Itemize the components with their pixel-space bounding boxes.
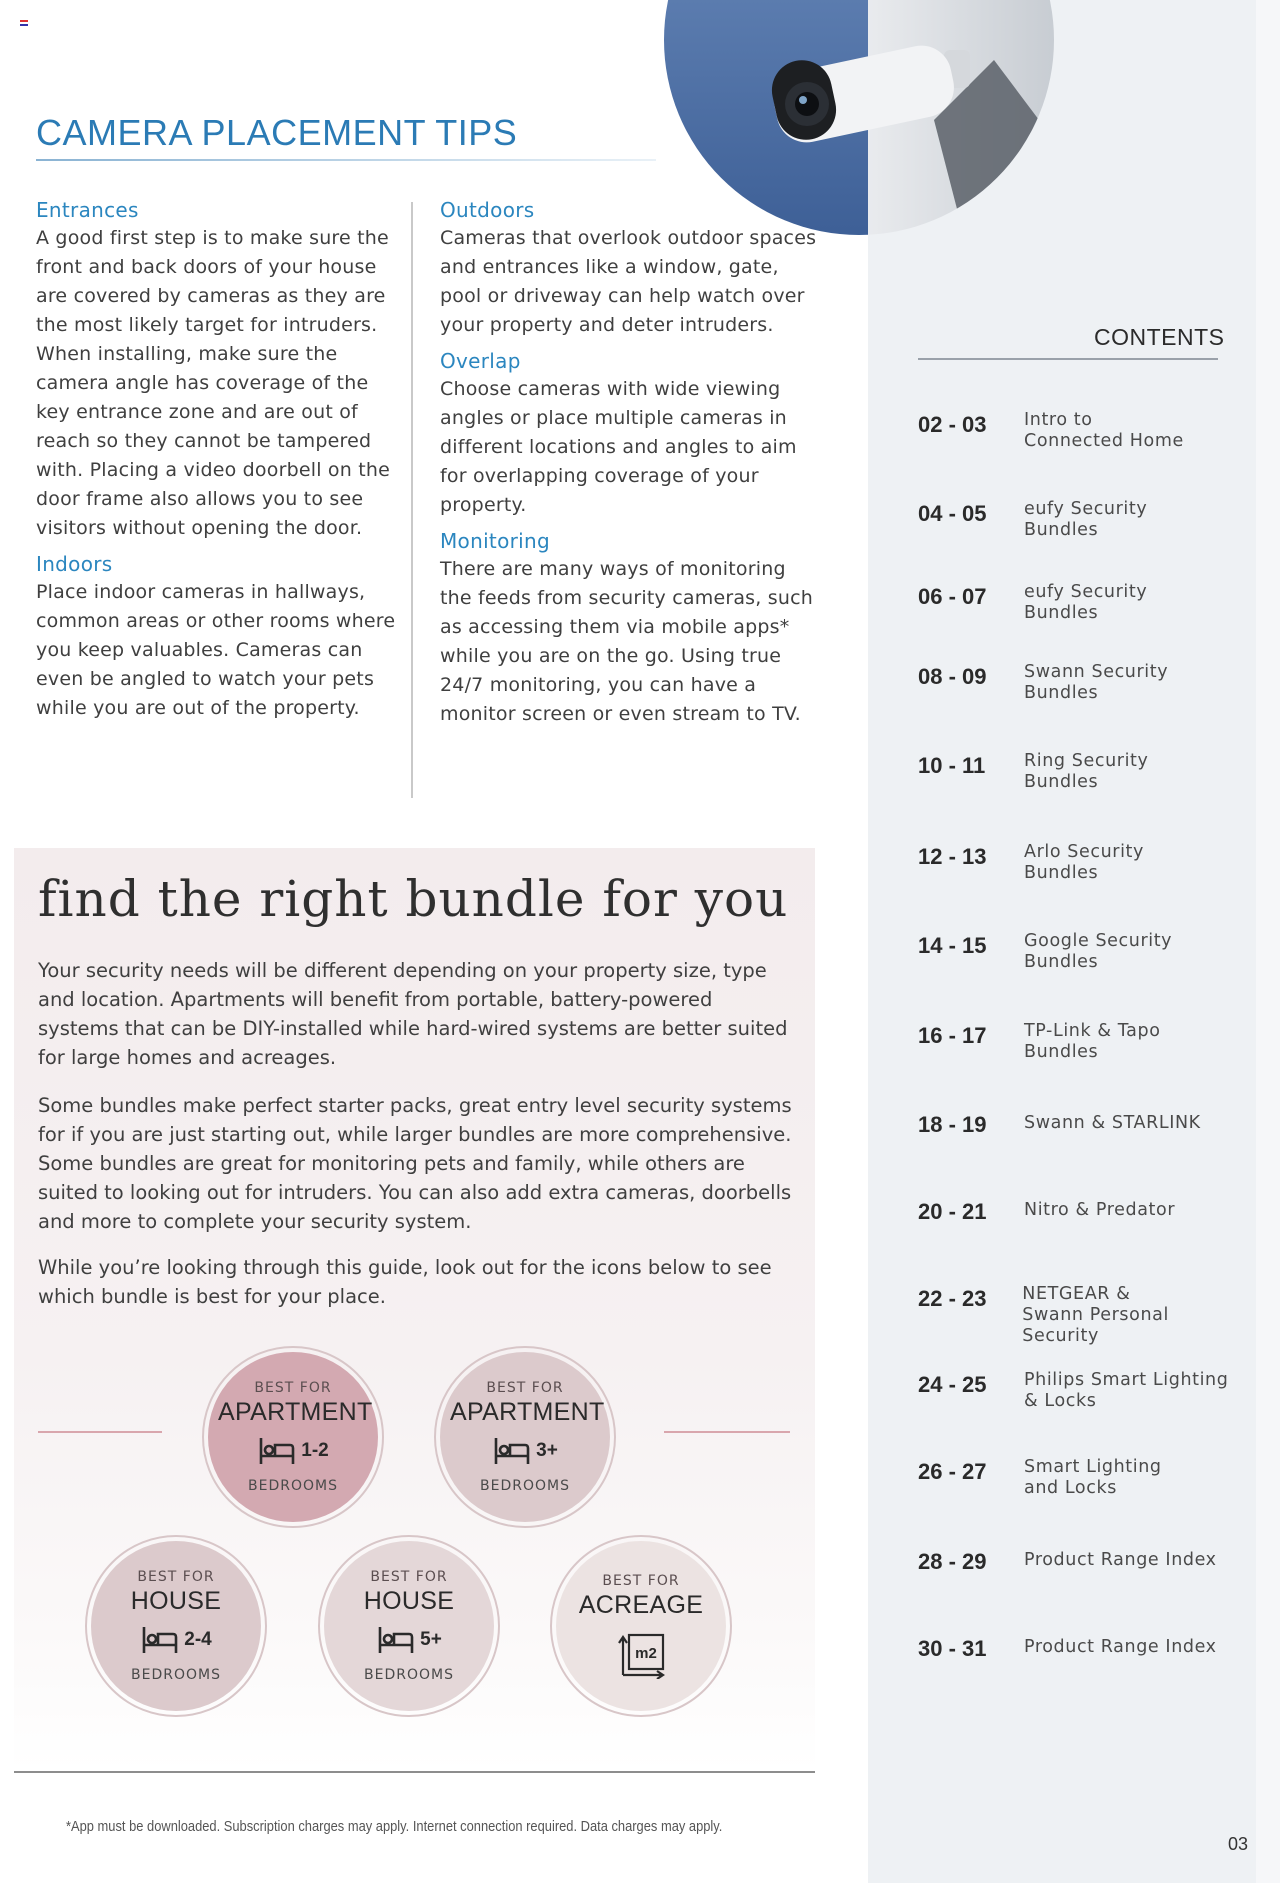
tip-body-monitoring: There are many ways of monitoring the feeds from security cameras, such as accessing them via mobile apps* while you are on the go. Using true 24/7 monitoring, you can have a monitor screen or even stream to TV. — [440, 558, 813, 725]
badge-sub: BEDROOMS — [480, 1478, 570, 1494]
badge-best-for: BEST FOR — [370, 1569, 448, 1585]
decorative-line-right — [664, 1431, 790, 1433]
toc-item[interactable] — [918, 1634, 1248, 1662]
title-divider — [36, 159, 656, 161]
section-bottom-rule — [14, 1771, 815, 1773]
toc-pages: 20 - 21 — [918, 1199, 987, 1224]
toc-pages: 04 - 05 — [918, 501, 987, 526]
tip-body-entrances: A good first step is to make sure the front and back doors of your house are covered by cameras as they are the most likely target for intruders. When installing, make sure the camera angle has coverage of the key entrance zone and are out of reach so they cannot be tampered with. Placing a video doorbell on the door frame also allows you to see visitors without opening the door. — [36, 227, 391, 539]
flag-icon — [20, 20, 28, 26]
decorative-line-left — [38, 1431, 162, 1433]
badge-sub: BEDROOMS — [248, 1478, 338, 1494]
toc-label: Google Security Bundles — [1024, 931, 1173, 972]
toc-label: eufy Security Bundles — [1024, 499, 1148, 540]
badge-best-for: BEST FOR — [254, 1380, 332, 1396]
badge-count: 5+ — [420, 1629, 442, 1650]
toc-pages: 02 - 03 — [918, 412, 987, 437]
toc-label: eufy Security Bundles — [1024, 582, 1148, 623]
toc-pages: 12 - 13 — [918, 844, 987, 869]
contents-title: CONTENTS — [1094, 324, 1225, 350]
toc-label: Swann & STARLINK — [1024, 1113, 1201, 1133]
column-divider — [411, 202, 413, 798]
toc-label: Philips Smart Lighting & Locks — [1024, 1370, 1229, 1411]
toc-pages: 08 - 09 — [918, 664, 987, 689]
toc-item[interactable] — [918, 662, 1248, 704]
contents-divider — [918, 358, 1218, 360]
badge-count: 3+ — [536, 1440, 558, 1461]
badge-type: HOUSE — [130, 1587, 222, 1615]
toc-label: TP-Link & Tapo Bundles — [1024, 1021, 1161, 1062]
tips-column-right — [440, 196, 820, 736]
toc-pages: 26 - 27 — [918, 1459, 987, 1484]
toc-label: Smart Lighting and Locks — [1024, 1457, 1162, 1498]
tip-heading-monitoring: Monitoring — [440, 529, 550, 553]
page-title: CAMERA PLACEMENT TIPS — [36, 112, 518, 153]
bundle-paragraph-3: While you’re looking through this guide, look out for the icons below to see which bundle is best for your place. — [38, 1256, 772, 1308]
toc-label: Product Range Index — [1024, 1637, 1217, 1657]
tip-body-indoors: Place indoor cameras in hallways, common areas or other rooms where you keep valuables. Cameras can even be angled to watch your pets while you are out of the property. — [36, 581, 396, 719]
toc-pages: 24 - 25 — [918, 1372, 987, 1397]
badge-house-2-4 — [85, 1535, 267, 1717]
toc-item[interactable] — [918, 842, 1248, 884]
tips-column-left — [36, 196, 406, 730]
toc-pages: 30 - 31 — [918, 1636, 987, 1661]
tip-heading-entrances: Entrances — [36, 198, 139, 222]
page-number: 03 — [1228, 1834, 1249, 1854]
bundle-paragraph-1: Your security needs will be different depending on your property size, type and location. Apartments will benefit from portable, battery-powered systems that can be DIY-installed while hard-wired systems are better suited for large homes and acreages. — [38, 959, 788, 1069]
tip-body-overlap: Choose cameras with wide viewing angles or place multiple cameras in different locations and angles to aim for overlapping coverage of your property. — [440, 378, 797, 516]
area-m2-label: m2 — [635, 1645, 657, 1662]
toc-item[interactable] — [918, 1457, 1248, 1499]
tip-heading-outdoors: Outdoors — [440, 198, 535, 222]
toc-item[interactable] — [918, 410, 1248, 452]
badge-best-for: BEST FOR — [137, 1569, 215, 1585]
tip-heading-indoors: Indoors — [36, 552, 113, 576]
badge-type: HOUSE — [363, 1587, 455, 1615]
toc-item[interactable] — [918, 751, 1248, 793]
toc-pages: 06 - 07 — [918, 584, 987, 609]
toc-label: Swann Security Bundles — [1024, 662, 1169, 703]
toc-pages: 28 - 29 — [918, 1549, 987, 1574]
toc-item[interactable] — [918, 1370, 1248, 1412]
toc-item[interactable] — [918, 1547, 1248, 1575]
bed-icon — [257, 1434, 297, 1468]
toc-item[interactable] — [918, 1021, 1248, 1063]
badge-sub: BEDROOMS — [131, 1667, 221, 1683]
bed-icon — [492, 1434, 532, 1468]
badge-sub: BEDROOMS — [364, 1667, 454, 1683]
bundle-title: find the right bundle for you — [38, 870, 789, 928]
badge-house-5-plus — [318, 1535, 500, 1717]
toc-label: Arlo Security Bundles — [1024, 842, 1144, 883]
toc-label: Product Range Index — [1024, 1550, 1217, 1570]
toc-item[interactable] — [918, 1284, 1248, 1347]
toc-pages: 14 - 15 — [918, 933, 987, 958]
toc-item[interactable] — [918, 499, 1248, 541]
toc-label: Intro to Connected Home — [1024, 410, 1184, 451]
badge-best-for: BEST FOR — [602, 1573, 680, 1589]
toc-pages: 22 - 23 — [918, 1286, 987, 1311]
area-m2-icon — [615, 1629, 667, 1679]
badge-apartment-1-2 — [202, 1346, 384, 1528]
badge-type: ACREAGE — [578, 1591, 704, 1619]
badge-best-for: BEST FOR — [486, 1380, 564, 1396]
toc-item[interactable] — [918, 1197, 1248, 1225]
badge-type: APARTMENT — [450, 1398, 605, 1426]
toc-pages: 10 - 11 — [918, 753, 986, 778]
badge-count: 2-4 — [184, 1629, 212, 1650]
toc-label: Nitro & Predator — [1024, 1200, 1176, 1220]
toc-item[interactable] — [918, 582, 1248, 624]
toc-pages: 18 - 19 — [918, 1112, 987, 1137]
tip-body-outdoors: Cameras that overlook outdoor spaces and entrances like a window, gate, pool or driveway can help watch over your property and deter intruders. — [440, 227, 817, 336]
badge-acreage — [550, 1535, 732, 1717]
bed-icon — [376, 1623, 416, 1657]
toc-item[interactable] — [918, 1110, 1248, 1138]
badge-apartment-3-plus — [434, 1346, 616, 1528]
tip-heading-overlap: Overlap — [440, 349, 521, 373]
toc-label: NETGEAR & Swann Personal Security — [1022, 1284, 1169, 1346]
bundle-paragraph-2: Some bundles make perfect starter packs, great entry level security systems for if you are just starting out, while larger bundles are more comprehensive. Some bundles are great for monitoring pets and family, while others are suited to looking out for intruders. You can also add extra cameras, doorbells and more to complete your security system. — [38, 1094, 792, 1233]
toc-pages: 16 - 17 — [918, 1023, 987, 1048]
toc-label: Ring Security Bundles — [1024, 751, 1149, 792]
footnote: *App must be downloaded. Subscription charges may apply. Internet connection required. Data charges may apply. — [66, 1818, 723, 1835]
badge-type: APARTMENT — [218, 1398, 373, 1426]
badge-count: 1-2 — [301, 1440, 329, 1461]
toc-item[interactable] — [918, 931, 1248, 973]
bed-icon — [140, 1623, 180, 1657]
